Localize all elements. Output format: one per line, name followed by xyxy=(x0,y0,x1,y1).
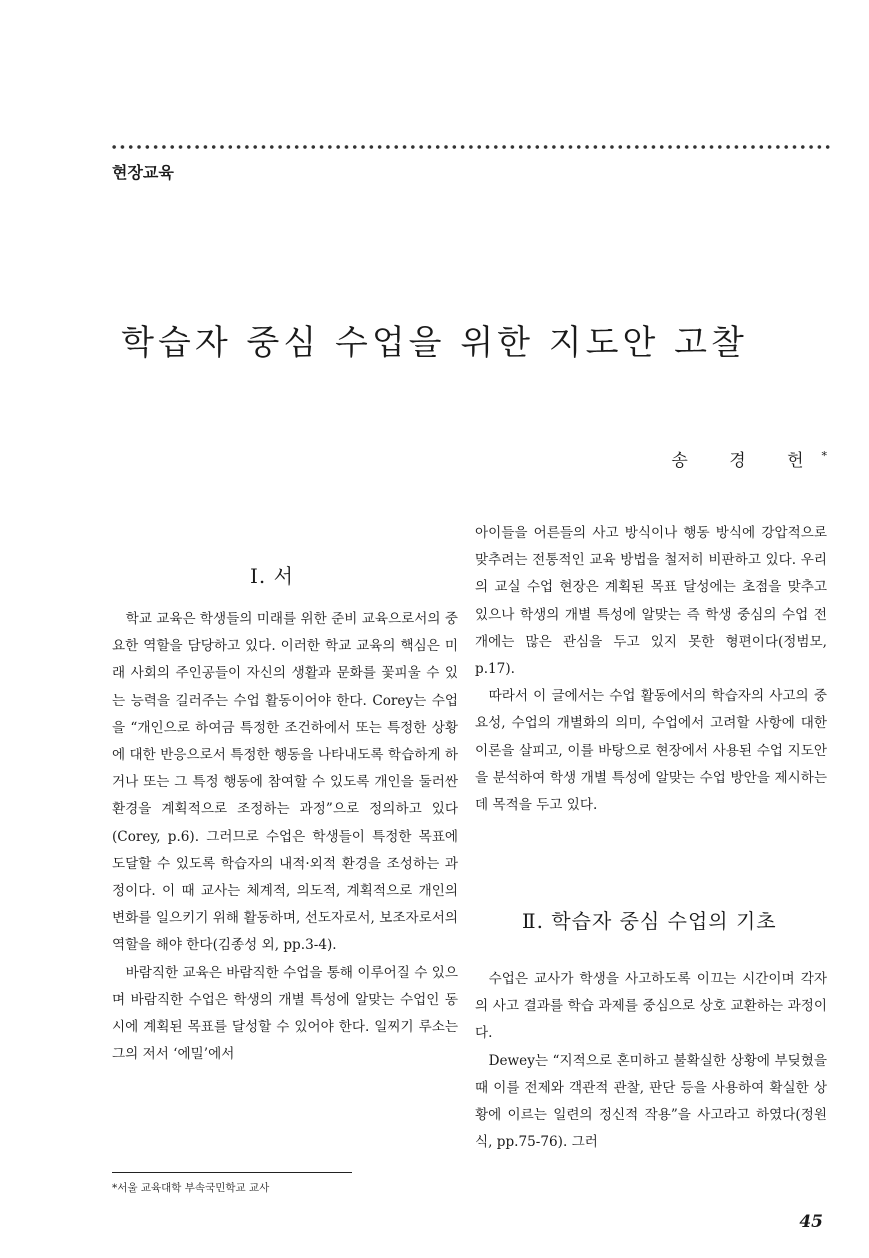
left-column xyxy=(112,606,458,1068)
right-column-bottom xyxy=(475,966,827,1156)
page-number: 45 xyxy=(799,1212,823,1232)
author-footnote-mark: * xyxy=(821,449,827,463)
heading-introduction: Ⅰ. 서 xyxy=(250,564,294,588)
article-title: 학습자 중심 수업을 위한 지도안 고찰 xyxy=(121,322,748,363)
intro-paragraph-1: 학교 교육은 학생들의 미래를 위한 준비 교육으로서의 중요한 역할을 담당하고 있다. 이러한 학교 교육의 핵심은 미래 사회의 주인공들이 자신의 생활과 문화를 꽃피울 수 있는 능력을 길러주는 수업 활동이어야 한다. Corey는 수업을 “개인으로 하여금 특정한 조건하에서 또는 특정한 상황에 대한 반응으로서 특정한 행동을 나타내도록 학습하게 하거나 또는 그 특정 행동에 참여할 수 있도록 개인을 둘러싼 환경을 계획적으로 조정하는 과정”으로 정의하고 있다(Corey, p.6). 그러므로 수업은 학생들이 특정한 목표에 도달할 수 있도록 학습자의 내적·외적 환경을 조성하는 과정이다. 이 때 교사는 체계적, 의도적, 계획적으로 개인의 변화를 일으키기 위해 활동하며, 선도자로서, 보조자로서의 역할을 해야 한다(김종성 외, pp.3-4). xyxy=(112,611,458,954)
right-paragraph-2: 따라서 이 글에서는 수업 활동에서의 학습자의 사고의 중요성, 수업의 개별화의 의미, 수업에서 고려할 사항에 대한 이론을 살피고, 이를 바탕으로 현장에서 사용된 수업 지도안을 분석하여 학생 개별 특성에 알맞는 수업 방안을 제시하는 데 목적을 두고 있다. xyxy=(475,688,827,814)
section-label: 현장교육 xyxy=(112,163,174,182)
basis-paragraph-1: 수업은 교사가 학생을 사고하도록 이끄는 시간이며 각자의 사고 결과를 학습 과제를 중심으로 상호 교환하는 과정이다. xyxy=(475,971,827,1042)
footnote-rule xyxy=(112,1172,352,1173)
intro-paragraph-2: 바람직한 교육은 바람직한 수업을 통해 이루어질 수 있으며 바람직한 수업은 학생의 개별 특성에 알맞는 수업인 동시에 계획된 목표를 달성할 수 있어야 한다. 일찌기 루소는 그의 저서 ‘에밀’에서 xyxy=(112,964,458,1063)
dotted-rule xyxy=(110,143,830,151)
right-column-top xyxy=(475,520,827,819)
author-line xyxy=(671,446,827,471)
basis-paragraph-2: Dewey는 “지적으로 혼미하고 불확실한 상황에 부딪혔을 때 이를 전제와 객관적 관찰, 판단 등을 사용하여 확실한 상황에 이르는 일련의 정신적 작용”을 사고라고 하였다(정원식, pp.75-76). 그러 xyxy=(475,1052,827,1151)
author-name: 송 경 헌 xyxy=(671,451,822,471)
right-paragraph-1: 아이들을 어른들의 사고 방식이나 행동 방식에 강압적으로 맞추려는 전통적인 교육 방법을 철저히 비판하고 있다. 우리의 교실 수업 현장은 계획된 목표 달성에는 초점을 맞추고 있으나 학생의 개별 특성에 알맞는 즉 학생 중심의 수업 전개에는 많은 관심을 두고 있지 못한 형편이다(정범모, p.17). xyxy=(475,525,827,678)
heading-learner-centered-basis: Ⅱ. 학습자 중심 수업의 기초 xyxy=(522,909,777,933)
footnote: *서울 교육대학 부속국민학교 교사 xyxy=(112,1182,270,1194)
